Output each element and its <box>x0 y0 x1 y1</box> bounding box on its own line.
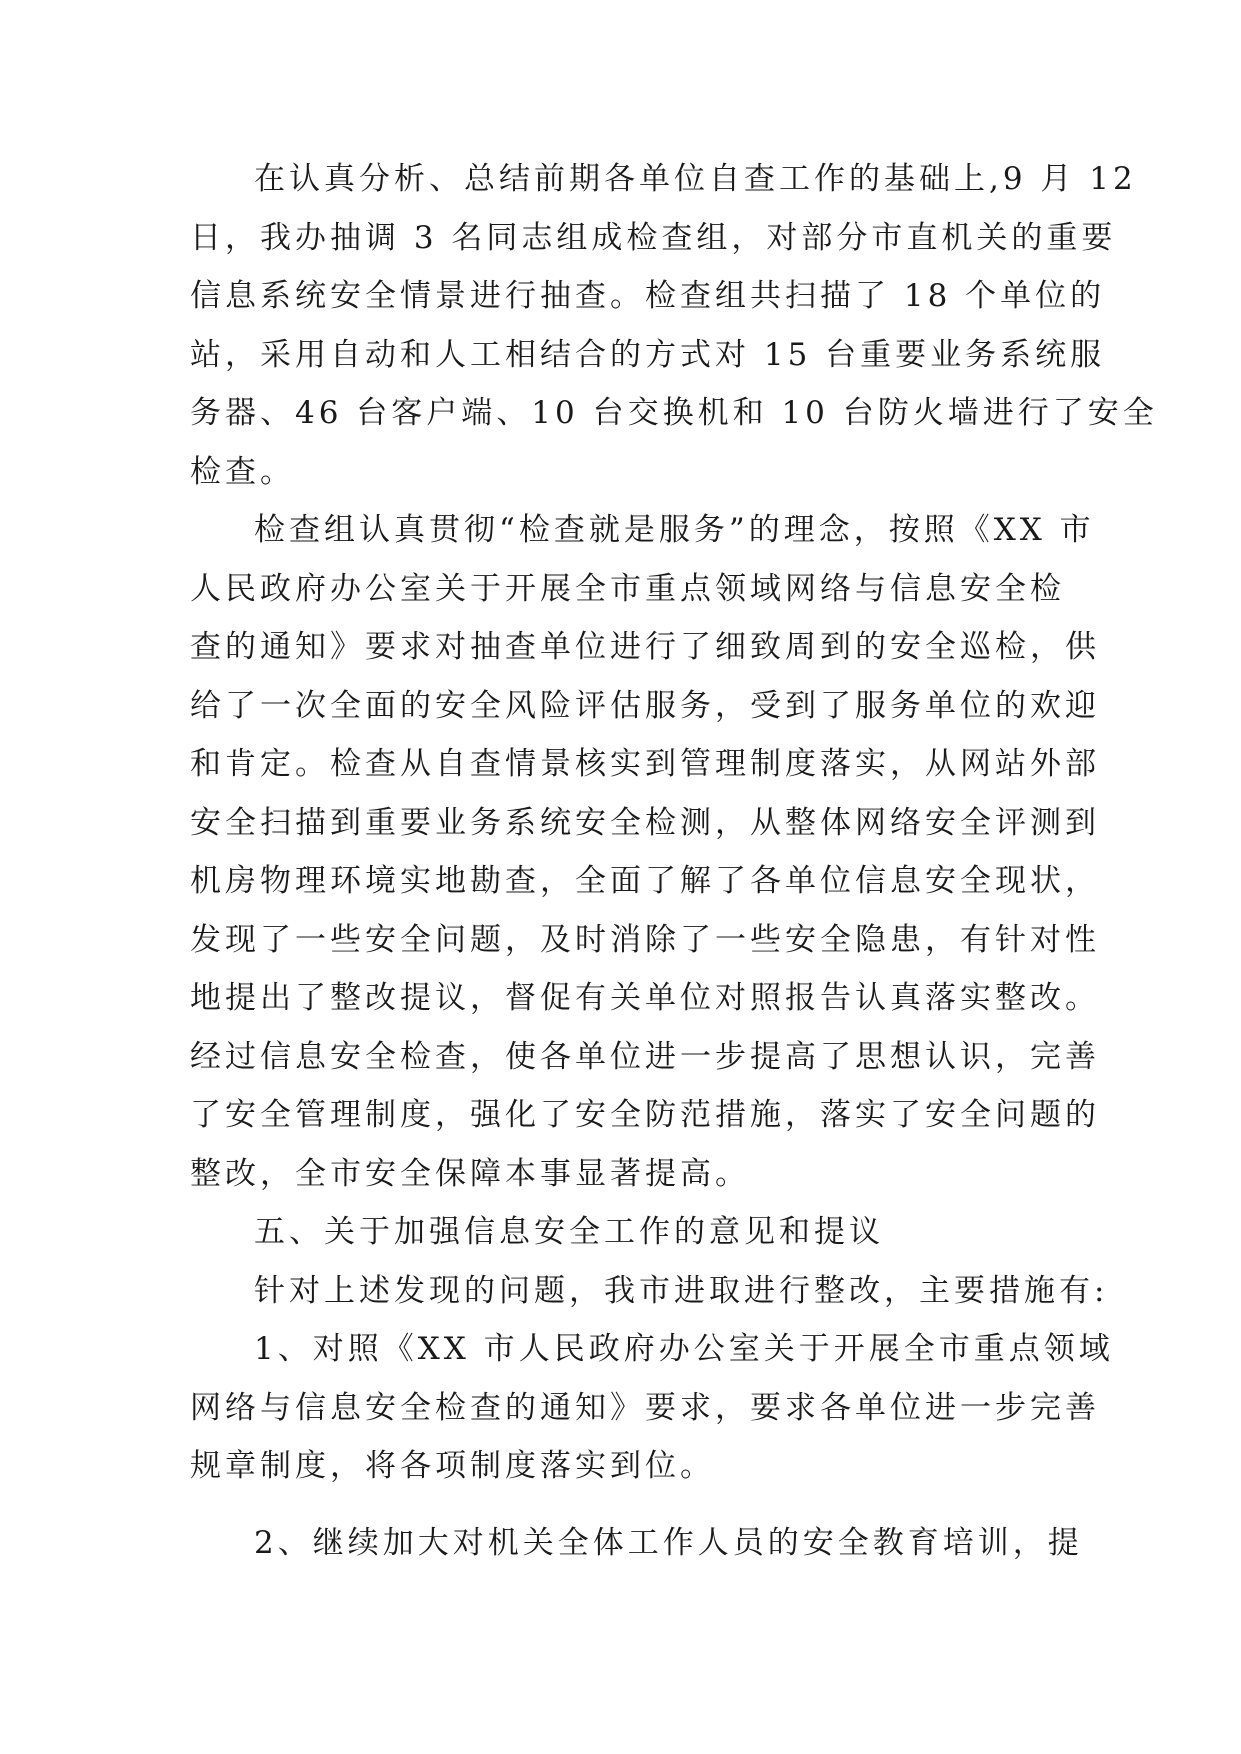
paragraph-line: 和肯定。检查从自查情景核实到管理制度落实，从网站外部 <box>190 746 1100 782</box>
paragraph-line: 网络与信息安全检查的通知》要求，要求各单位进一步完善 <box>190 1389 1100 1426</box>
paragraph-line: 务器、46 台客户端、10 台交换机和 10 台防火墙进行了安全 <box>190 395 1158 431</box>
paragraph-line: 了安全管理制度，强化了安全防范措施，落实了安全问题的 <box>190 1097 1100 1133</box>
paragraph-line: 给了一次全面的安全风险评估服务，受到了服务单位的欢迎 <box>190 687 1100 724</box>
paragraph-line: 规章制度，将各项制度落实到位。 <box>190 1448 715 1484</box>
paragraph-line: 人民政府办公室关于开展全市重点领域网络与信息安全检 <box>190 570 1065 607</box>
paragraph-line: 在认真分析、总结前期各单位自查工作的基础上,9 月 12 <box>254 161 1137 197</box>
paragraph-line: 站，采用自动和人工相结合的方式对 15 台重要业务系统服 <box>190 336 1106 373</box>
list-item: 2、继续加大对机关全体工作人员的安全教育培训，提 <box>254 1524 1083 1561</box>
paragraph-line: 针对上述发现的问题，我市进取进行整改，主要措施有: <box>254 1272 1109 1309</box>
paragraph-line: 查的通知》要求对抽查单位进行了细致周到的安全巡检，供 <box>190 629 1100 665</box>
paragraph-line: 发现了一些安全问题，及时消除了一些安全隐患，有针对性 <box>190 921 1100 958</box>
paragraph-line: 信息系统安全情景进行抽查。检查组共扫描了 18 个单位的 <box>190 278 1106 314</box>
paragraph-line: 整改，全市安全保障本事显著提高。 <box>190 1155 750 1192</box>
paragraph-line: 检查。 <box>190 453 295 490</box>
document-body <box>190 150 1158 1572</box>
paragraph-line: 机房物理环境实地勘查，全面了解了各单位信息安全现状， <box>190 863 1100 899</box>
paragraph-line: 地提出了整改提议，督促有关单位对照报告认真落实整改。 <box>190 980 1100 1016</box>
paragraph-gap <box>190 1496 1070 1514</box>
paragraph-line: 日，我办抽调 3 名同志组成检查组，对部分市直机关的重要 <box>190 219 1117 256</box>
paragraph-line: 安全扫描到重要业务系统安全检测，从整体网络安全评测到 <box>190 804 1100 841</box>
list-item: 1、对照《XX 市人民政府办公室关于开展全市重点领域 <box>254 1331 1114 1367</box>
paragraph-line: 检查组认真贯彻“检查就是服务”的理念，按照《XX 市 <box>254 512 1095 548</box>
section-heading: 五、关于加强信息安全工作的意见和提议 <box>254 1214 884 1250</box>
paragraph-line: 经过信息安全检查，使各单位进一步提高了思想认识，完善 <box>190 1038 1100 1075</box>
